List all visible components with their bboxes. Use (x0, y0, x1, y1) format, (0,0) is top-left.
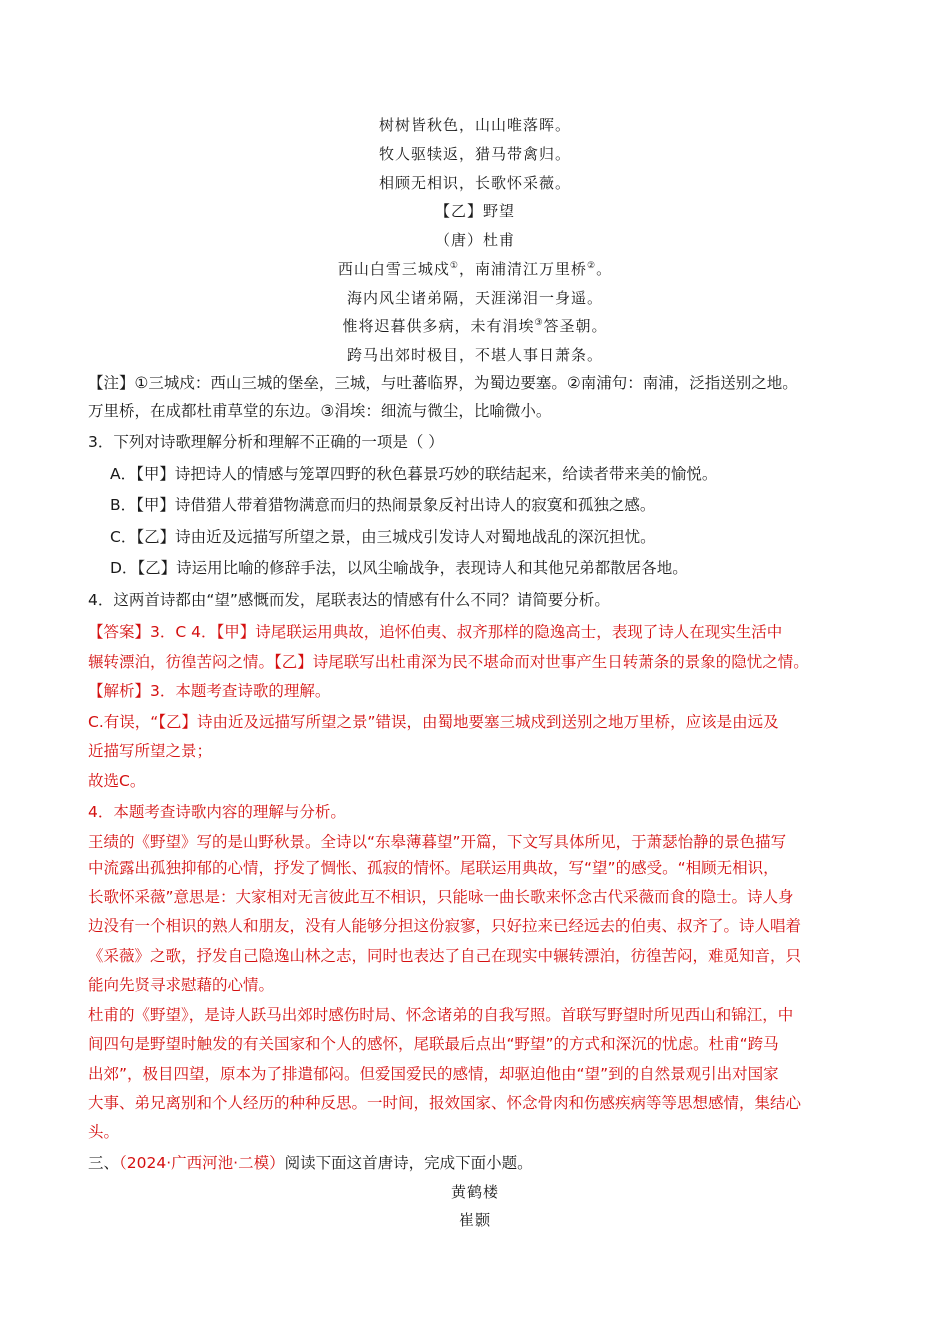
poem-yi-line-3-part-b: 答圣朝。 (543, 317, 608, 335)
analysis-line: 出郊”，极目四望，原本为了排遣郁闷。但爱国爱民的感情，却驱迫他由“望”到的自然景观引出对国家 (88, 1065, 779, 1083)
poem-yi-line-1 (0, 259, 950, 279)
question-3-option-d: D．【乙】诗运用比喻的修辞手法，以风尘喻战争，表现诗人和其他兄弟都散居各地。 (110, 559, 688, 577)
analysis-line: 边没有一个相识的熟人和朋友，没有人能够分担这份寂寥，只好拉来已经远去的伯夷、叔齐了。诗人唱着 (88, 917, 802, 935)
footnote-mark-3: ③ (534, 318, 544, 328)
poem-jia-line-3: 相顾无相识，长歌怀采薇。 (378, 174, 571, 192)
analysis-line: 头。 (88, 1123, 120, 1141)
answer-line: 【答案】3．C 4．【甲】诗尾联运用典故，追怀伯夷、叔齐那样的隐逸高士，表现了诗人在现实生活中 (88, 623, 783, 641)
analysis-heading: 【解析】3．本题考查诗歌的理解。 (88, 682, 331, 700)
answer-line: 辗转漂泊，彷徨苦闷之情。【乙】诗尾联写出杜甫深为民不堪命而对世事产生日转萧条的景象的隐忧之情。 (88, 653, 809, 671)
section-3-instruction: 阅读下面这首唐诗，完成下面小题。 (284, 1154, 533, 1172)
footnote-mark-2: ② (587, 261, 597, 271)
analysis-line: 近描写所望之景； (88, 742, 213, 760)
poem-jia-line-1: 树树皆秋色，山山唯落晖。 (378, 116, 571, 134)
notes-line-1: 【注】①三城戍：西山三城的堡垒，三城，与吐蕃临界，为蜀边要塞。②南浦句：南浦，泛指送别之地。 (88, 374, 798, 392)
question-4-stem: 4．这两首诗都由“望”感慨而发，尾联表达的情感有什么不同？请简要分析。 (88, 591, 610, 609)
section-3-prefix: 三、 (88, 1154, 120, 1172)
poem-yi-line-1-part-b: ，南浦清江万里桥 (458, 260, 587, 278)
section-3-source: （2024·广西河池·二模） (119, 1154, 285, 1172)
analysis-line: 间四句是野望时触发的有关国家和个人的感怀，尾联最后点出“野望”的方式和深沉的忧虑。杜甫“跨马 (88, 1035, 779, 1053)
poem-jia-line-2: 牧人驱犊返，猎马带禽归。 (378, 145, 571, 163)
section-3-heading (88, 1152, 868, 1174)
poem-yi-line-3-part-a: 惟将迟暮供多病，未有涓埃 (342, 317, 535, 335)
poem-yi-line-3 (0, 316, 950, 336)
analysis-line: 大事、弟兄离别和个人经历的种种反思。一时间，报效国家、怀念骨肉和伤感疾病等等思想感情，集结心 (88, 1094, 802, 1112)
analysis-line: 故选C。 (88, 772, 146, 790)
poem-yi-author: （唐）杜甫 (434, 231, 515, 249)
analysis-line: 王绩的《野望》写的是山野秋景。全诗以“东皋薄暮望”开篇，下文写具体所见，于萧瑟怡静的景色描写 (88, 833, 787, 851)
poem-yi-line-1-part-c: 。 (596, 260, 613, 278)
question-3-option-b: B．【甲】诗借猎人带着猎物满意而归的热闹景象反衬出诗人的寂寞和孤独之感。 (110, 496, 656, 514)
poem-yi-line-1-part-a: 西山白雪三城戍 (337, 260, 450, 278)
analysis-line: 《采薇》之歌，抒发自己隐逸山林之志，同时也表达了自己在现实中辗转漂泊，彷徨苦闷，难觅知音，只 (88, 947, 802, 965)
footnote-mark-1: ① (449, 261, 459, 271)
analysis-line: C.有误，“【乙】诗由近及远描写所望之景”错误，由蜀地要塞三城戍到送别之地万里桥，应该是由远及 (88, 713, 779, 731)
analysis-line: 中流露出孤独抑郁的心情，抒发了惆怅、孤寂的情怀。尾联运用典故，写“望”的感受。“相顾无相识， (88, 859, 779, 877)
question-3-option-a: A．【甲】诗把诗人的情感与笼罩四野的秋色暮景巧妙的联结起来，给读者带来美的愉悦。 (110, 465, 718, 483)
question-3-option-c: C．【乙】诗由近及远描写所望之景，由三城戍引发诗人对蜀地战乱的深沉担忧。 (110, 528, 656, 546)
analysis-line: 长歌怀采薇”意思是：大家相对无言彼此互不相识，只能咏一曲长歌来怀念古代采薇而食的隐士。诗人身 (88, 888, 794, 906)
poem-title-huanghelou: 黄鹤楼 (450, 1183, 499, 1201)
poem-author-cuihao: 崔颢 (458, 1211, 491, 1229)
poem-yi-line-4: 跨马出郊时极目，不堪人事日萧条。 (346, 346, 603, 364)
poem-yi-line-2: 海内风尘诸弟隔，天涯涕泪一身遥。 (346, 289, 603, 307)
analysis-line: 杜甫的《野望》，是诗人跃马出郊时感伤时局、怀念诸弟的自我写照。首联写野望时所见西山和锦江，中 (88, 1006, 794, 1024)
question-3-stem: 3．下列对诗歌理解分析和理解不正确的一项是（ ） (88, 433, 444, 451)
analysis-line: 能向先贤寻求慰藉的心情。 (88, 976, 275, 994)
analysis-line: 4．本题考查诗歌内容的理解与分析。 (88, 803, 346, 821)
notes-line-2: 万里桥，在成都杜甫草堂的东边。③涓埃：细流与微尘，比喻微小。 (88, 402, 552, 420)
poem-yi-title: 【乙】野望 (434, 202, 515, 220)
